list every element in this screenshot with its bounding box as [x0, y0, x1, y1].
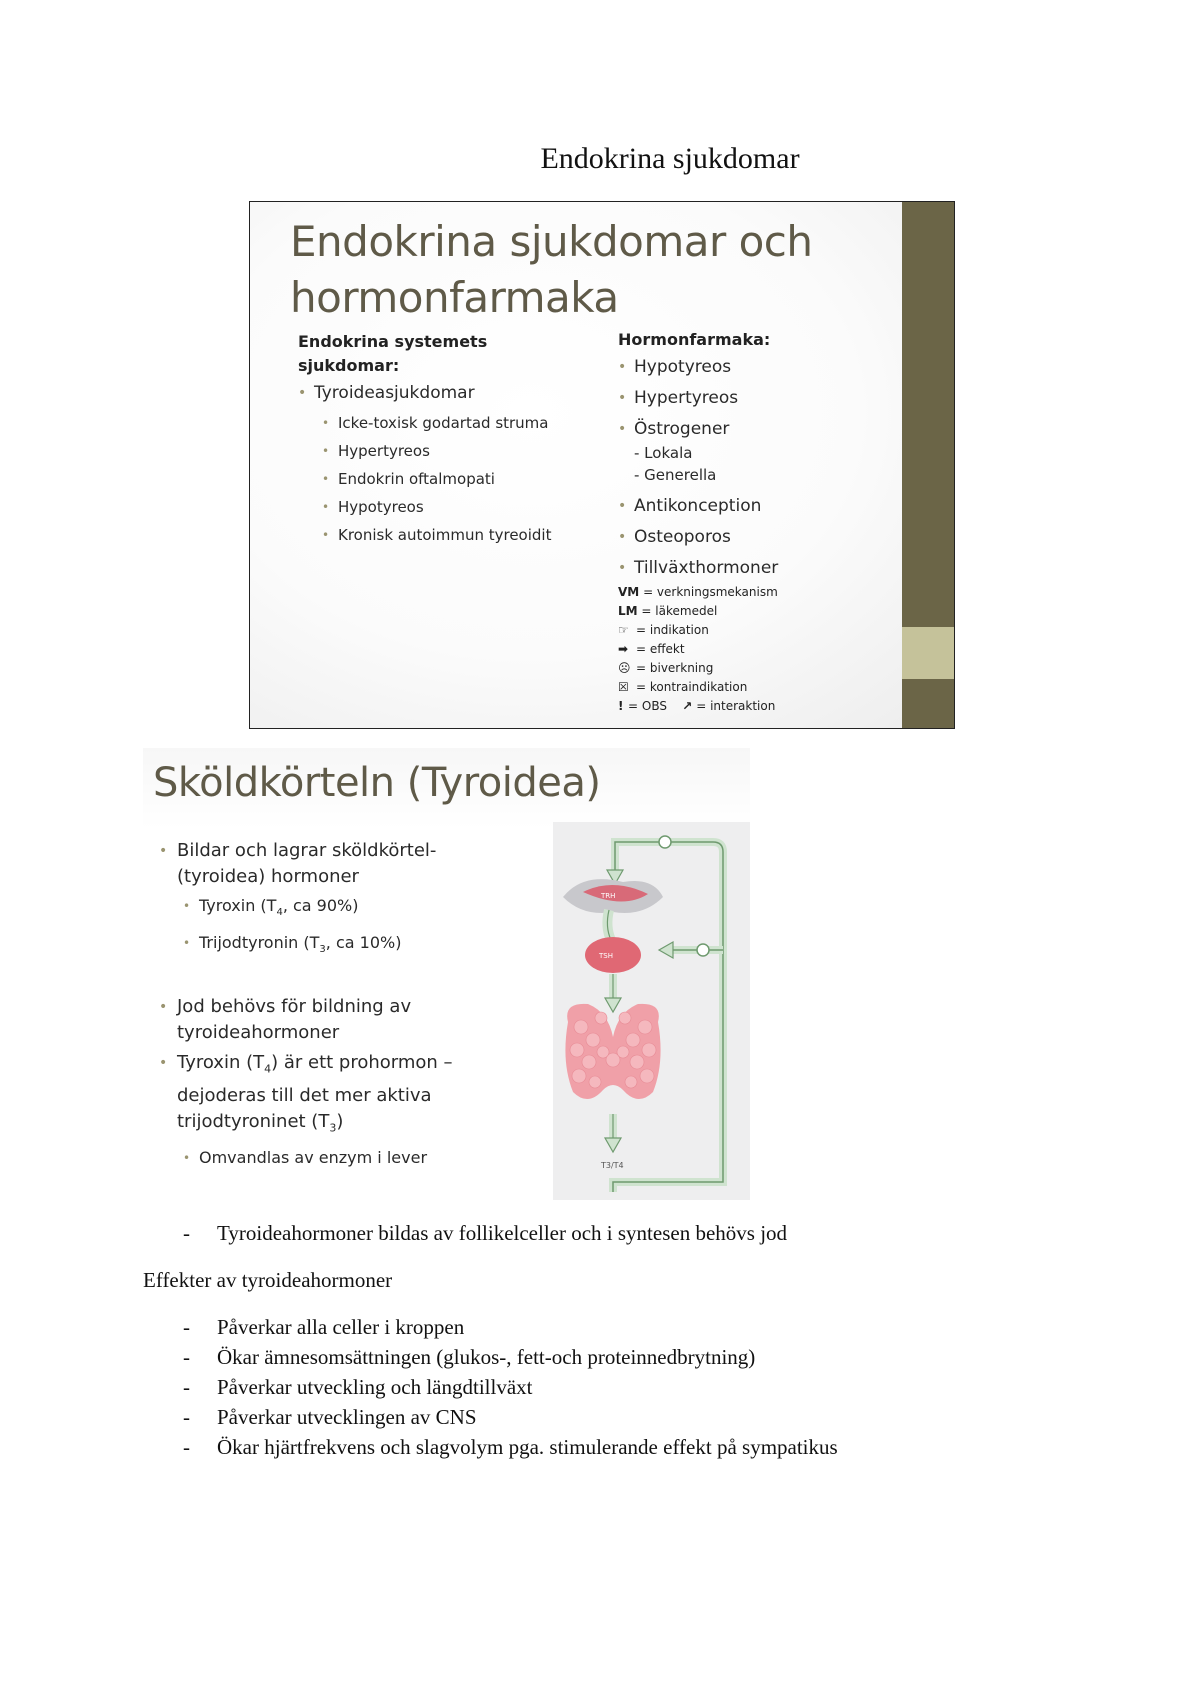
left-list [298, 382, 588, 546]
list-item: • Bildar och lagrar sköldkörtel-(tyroidea) hormoner [157, 838, 487, 890]
list-item: • Hypotyreos [618, 356, 908, 378]
sub-item: - Generella [634, 466, 717, 484]
list-item-text: Ökar hjärtfrekvens och slagvolym pga. stimulerande effekt på sympatikus [217, 1435, 838, 1459]
slide-sidebar-accent [902, 627, 954, 679]
list-item: • Tyroxin $(T_4)$ är ett prohormon – dejoderas till det mer aktiva trijodtyroninet $(T_3)$ [157, 1050, 487, 1141]
legend-row [618, 602, 908, 621]
legend-text: = effekt [636, 642, 685, 656]
tsh-label: TSH [599, 952, 613, 960]
arrow-right-icon: ➡ [618, 642, 629, 656]
list-item [143, 1402, 1043, 1432]
list-item: • Hypertyreos [618, 387, 908, 409]
effects-list [143, 1312, 1043, 1462]
list-item: • Icke-toxisk godartad struma [298, 412, 588, 434]
legend-text: = OBS [628, 699, 667, 713]
slide-skoldkorteln [143, 748, 750, 1200]
crossed-box-icon: ☒ [618, 680, 629, 694]
legend-text: = interaktion [696, 699, 776, 713]
slide1-title [290, 214, 890, 326]
list-item [143, 1342, 1043, 1372]
legend-text: = indikation [636, 623, 709, 637]
exclamation-icon: ! [618, 699, 624, 713]
list-item: • Hypotyreos [298, 496, 588, 518]
slide2-text [157, 838, 487, 1176]
legend-row [618, 697, 908, 716]
list-item: • Osteoporos [618, 526, 908, 548]
dash-marker: - [183, 1435, 190, 1459]
dash-marker: - [183, 1345, 190, 1369]
right-heading: Hormonfarmaka: [618, 330, 771, 349]
list-item: • Tyroideasjukdomar [298, 382, 588, 404]
list-item: • Hypertyreos [298, 440, 588, 462]
t3t4-label: T3/T4 [601, 1161, 624, 1170]
document-title: Endokrina sjukdomar [540, 142, 800, 175]
list-item: • Trijodtyronin ($T_3$, ca 10%) [157, 931, 487, 962]
dash-marker: - [183, 1375, 190, 1399]
legend-row [618, 659, 908, 678]
list-item: • Tyroxin ($T_4$, ca 90%) [157, 894, 487, 925]
dash-marker: - [183, 1315, 190, 1339]
sad-face-icon: ☹ [618, 661, 631, 675]
list-item-text: Påverkar utveckling och längdtillväxt [217, 1375, 533, 1399]
symbol-legend [618, 583, 908, 716]
legend-row [618, 678, 908, 697]
list-item-text: Tyroideahormoner bildas av follikelceller och i syntesen behövs jod [217, 1221, 788, 1245]
list-item: • Tillväxthormoner [618, 557, 908, 579]
list-item: • Omvandlas av enzym i lever [157, 1146, 487, 1170]
legend-text: = verkningsmekanism [643, 585, 778, 599]
legend-text: = läkemedel [641, 604, 718, 618]
slide1-title-line2: hormonfarmaka [290, 273, 619, 322]
list-item: • Östrogener [618, 418, 908, 440]
list-item: • Kronisk autoimmun tyreoidit [298, 524, 588, 546]
right-list [618, 356, 908, 579]
list-item [143, 1312, 1043, 1342]
slide1-title-line1: Endokrina sjukdomar och [290, 217, 813, 266]
legend-row [618, 583, 908, 602]
list-item: • Endokrin oftalmopati [298, 468, 588, 490]
interaction-arrow-icon: ↗ [682, 699, 693, 713]
list-item-text: Påverkar alla celler i kroppen [217, 1315, 465, 1339]
list-item: • Jod behövs för bildning av tyroideahormoner [157, 994, 487, 1046]
trh-label: TRH [601, 892, 616, 900]
list-item [143, 1372, 1043, 1402]
list-item [143, 1432, 1043, 1462]
slide1-left-column [298, 330, 588, 552]
legend-row [618, 640, 908, 659]
dash-marker: - [183, 1221, 190, 1245]
list-item-text: Påverkar utvecklingen av CNS [217, 1405, 477, 1429]
sub-item: - Lokala [634, 444, 693, 462]
slide-endokrina-sjukdomar [249, 201, 955, 729]
body-bullet-1 [143, 1218, 1043, 1248]
left-heading: Endokrina systemets sjukdomar: [298, 332, 488, 375]
dash-marker: - [183, 1405, 190, 1429]
list-item: • Antikonception [618, 495, 908, 517]
legend-row [618, 621, 908, 640]
thyroid-feedback-diagram [553, 822, 750, 1200]
legend-text: = kontraindikation [636, 680, 748, 694]
list-item [143, 1218, 1043, 1248]
hand-pointer-icon: ☞ [618, 623, 629, 637]
slide1-right-column [618, 328, 908, 716]
legend-symbol: VM [618, 585, 640, 599]
slide2-title: Sköldkörteln (Tyroidea) [153, 760, 601, 806]
effects-heading: Effekter av tyroideahormoner [143, 1268, 393, 1292]
list-item-text: Ökar ämnesomsättningen (glukos-, fett-och proteinnedbrytning) [217, 1345, 756, 1369]
legend-text: = biverkning [636, 661, 714, 675]
thyroid-diagram-svg [553, 822, 750, 1200]
legend-symbol: LM [618, 604, 638, 618]
